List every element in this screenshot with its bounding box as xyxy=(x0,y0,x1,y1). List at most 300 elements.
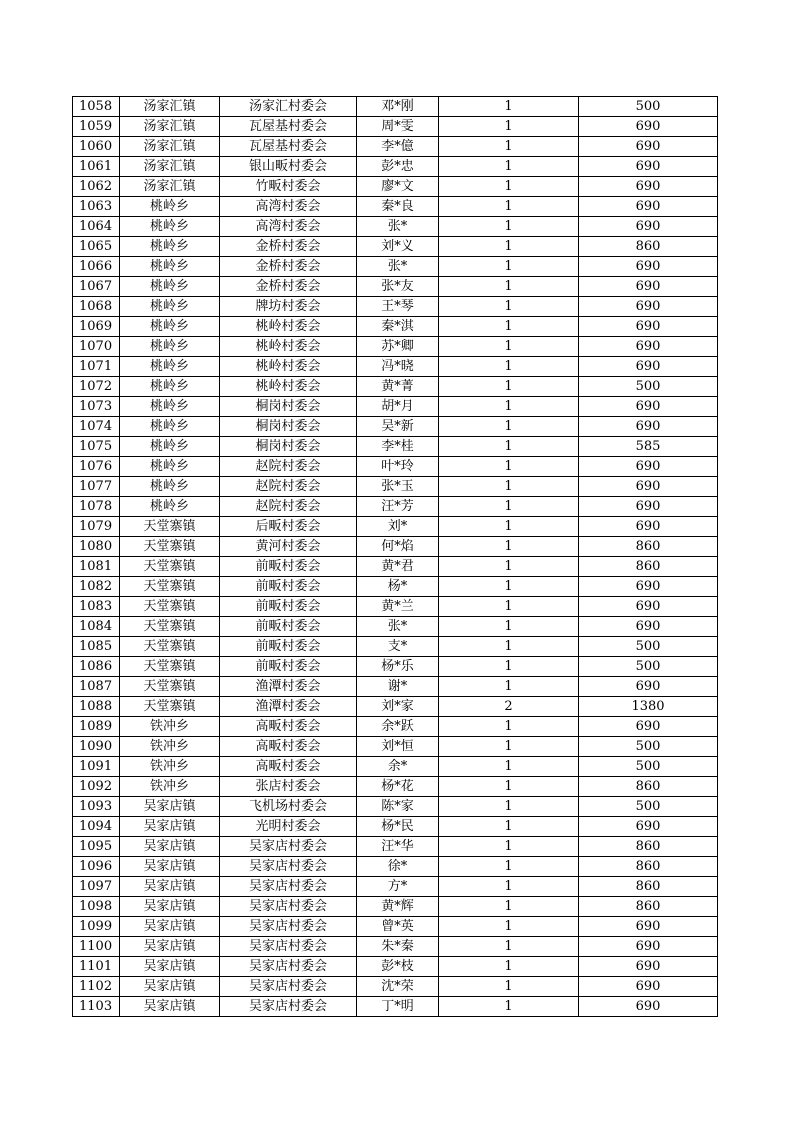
table-row xyxy=(73,837,718,857)
cell-village-committee: 前畈村委会 xyxy=(220,657,357,677)
cell-serial-no: 1071 xyxy=(73,357,120,377)
cell-count: 1 xyxy=(439,137,579,157)
cell-village-committee: 桃岭村委会 xyxy=(220,357,357,377)
cell-township: 桃岭乡 xyxy=(120,237,220,257)
cell-village-committee: 吴家店村委会 xyxy=(220,957,357,977)
cell-township: 桃岭乡 xyxy=(120,297,220,317)
cell-village-committee: 吴家店村委会 xyxy=(220,897,357,917)
cell-township: 汤家汇镇 xyxy=(120,177,220,197)
cell-amount: 690 xyxy=(579,497,718,517)
cell-name: 杨*花 xyxy=(357,777,439,797)
cell-amount: 585 xyxy=(579,437,718,457)
subsidy-table-sheet xyxy=(72,96,717,1017)
cell-name: 叶*玲 xyxy=(357,457,439,477)
cell-serial-no: 1098 xyxy=(73,897,120,917)
cell-township: 天堂寨镇 xyxy=(120,557,220,577)
table-row xyxy=(73,217,718,237)
cell-village-committee: 高畈村委会 xyxy=(220,717,357,737)
table-row xyxy=(73,597,718,617)
cell-name: 秦*良 xyxy=(357,197,439,217)
cell-name: 杨*乐 xyxy=(357,657,439,677)
table-row xyxy=(73,937,718,957)
table-row xyxy=(73,177,718,197)
cell-count: 1 xyxy=(439,97,579,117)
cell-village-committee: 桐岗村委会 xyxy=(220,437,357,457)
cell-serial-no: 1092 xyxy=(73,777,120,797)
cell-amount: 690 xyxy=(579,817,718,837)
cell-amount: 690 xyxy=(579,337,718,357)
cell-count: 1 xyxy=(439,257,579,277)
cell-count: 1 xyxy=(439,597,579,617)
cell-township: 吴家店镇 xyxy=(120,917,220,937)
cell-serial-no: 1089 xyxy=(73,717,120,737)
cell-village-committee: 高湾村委会 xyxy=(220,197,357,217)
cell-village-committee: 赵院村委会 xyxy=(220,457,357,477)
cell-serial-no: 1082 xyxy=(73,577,120,597)
cell-amount: 690 xyxy=(579,917,718,937)
cell-serial-no: 1093 xyxy=(73,797,120,817)
cell-village-committee: 后畈村委会 xyxy=(220,517,357,537)
cell-township: 汤家汇镇 xyxy=(120,117,220,137)
cell-serial-no: 1096 xyxy=(73,857,120,877)
cell-serial-no: 1075 xyxy=(73,437,120,457)
cell-village-committee: 光明村委会 xyxy=(220,817,357,837)
cell-township: 桃岭乡 xyxy=(120,357,220,377)
cell-serial-no: 1094 xyxy=(73,817,120,837)
table-row xyxy=(73,717,718,737)
table-row xyxy=(73,657,718,677)
cell-count: 1 xyxy=(439,997,579,1017)
cell-amount: 500 xyxy=(579,377,718,397)
cell-name: 张* xyxy=(357,257,439,277)
cell-amount: 500 xyxy=(579,97,718,117)
table-row xyxy=(73,117,718,137)
cell-count: 1 xyxy=(439,577,579,597)
cell-name: 周*雯 xyxy=(357,117,439,137)
cell-village-committee: 桃岭村委会 xyxy=(220,377,357,397)
table-row xyxy=(73,577,718,597)
cell-serial-no: 1100 xyxy=(73,937,120,957)
cell-amount: 690 xyxy=(579,957,718,977)
cell-name: 黄*菁 xyxy=(357,377,439,397)
cell-count: 1 xyxy=(439,217,579,237)
cell-count: 1 xyxy=(439,537,579,557)
cell-serial-no: 1072 xyxy=(73,377,120,397)
cell-village-committee: 瓦屋基村委会 xyxy=(220,137,357,157)
cell-township: 桃岭乡 xyxy=(120,277,220,297)
cell-township: 桃岭乡 xyxy=(120,197,220,217)
cell-village-committee: 牌坊村委会 xyxy=(220,297,357,317)
cell-name: 汪*芳 xyxy=(357,497,439,517)
cell-count: 1 xyxy=(439,397,579,417)
cell-name: 陈*家 xyxy=(357,797,439,817)
table-row xyxy=(73,357,718,377)
table-row xyxy=(73,877,718,897)
cell-village-committee: 前畈村委会 xyxy=(220,617,357,637)
cell-serial-no: 1060 xyxy=(73,137,120,157)
cell-amount: 690 xyxy=(579,397,718,417)
cell-count: 1 xyxy=(439,837,579,857)
cell-count: 1 xyxy=(439,677,579,697)
cell-village-committee: 赵院村委会 xyxy=(220,497,357,517)
cell-township: 吴家店镇 xyxy=(120,797,220,817)
cell-township: 汤家汇镇 xyxy=(120,157,220,177)
cell-name: 彭*枝 xyxy=(357,957,439,977)
cell-name: 刘* xyxy=(357,517,439,537)
cell-village-committee: 高湾村委会 xyxy=(220,217,357,237)
cell-amount: 690 xyxy=(579,297,718,317)
cell-name: 彭*忠 xyxy=(357,157,439,177)
cell-name: 王*琴 xyxy=(357,297,439,317)
table-row xyxy=(73,317,718,337)
cell-serial-no: 1059 xyxy=(73,117,120,137)
cell-count: 1 xyxy=(439,557,579,577)
cell-name: 丁*明 xyxy=(357,997,439,1017)
cell-name: 方* xyxy=(357,877,439,897)
cell-name: 张*玉 xyxy=(357,477,439,497)
cell-village-committee: 金桥村委会 xyxy=(220,277,357,297)
cell-village-committee: 渔潭村委会 xyxy=(220,677,357,697)
cell-amount: 860 xyxy=(579,557,718,577)
cell-serial-no: 1103 xyxy=(73,997,120,1017)
cell-township: 桃岭乡 xyxy=(120,317,220,337)
cell-count: 1 xyxy=(439,277,579,297)
cell-amount: 690 xyxy=(579,477,718,497)
cell-township: 天堂寨镇 xyxy=(120,677,220,697)
cell-name: 余*跃 xyxy=(357,717,439,737)
cell-count: 1 xyxy=(439,377,579,397)
cell-township: 桃岭乡 xyxy=(120,417,220,437)
cell-name: 刘*义 xyxy=(357,237,439,257)
table-row xyxy=(73,97,718,117)
cell-township: 吴家店镇 xyxy=(120,997,220,1017)
cell-township: 桃岭乡 xyxy=(120,377,220,397)
table-row xyxy=(73,457,718,477)
table-body xyxy=(73,97,718,1017)
cell-township: 天堂寨镇 xyxy=(120,617,220,637)
cell-serial-no: 1078 xyxy=(73,497,120,517)
cell-township: 铁冲乡 xyxy=(120,737,220,757)
table-row xyxy=(73,797,718,817)
table-row xyxy=(73,777,718,797)
cell-amount: 860 xyxy=(579,237,718,257)
cell-amount: 690 xyxy=(579,417,718,437)
cell-serial-no: 1083 xyxy=(73,597,120,617)
cell-count: 1 xyxy=(439,237,579,257)
cell-amount: 500 xyxy=(579,797,718,817)
cell-township: 天堂寨镇 xyxy=(120,697,220,717)
cell-amount: 860 xyxy=(579,537,718,557)
cell-township: 天堂寨镇 xyxy=(120,637,220,657)
cell-name: 沈*荣 xyxy=(357,977,439,997)
cell-name: 张* xyxy=(357,217,439,237)
cell-amount: 500 xyxy=(579,637,718,657)
cell-amount: 690 xyxy=(579,157,718,177)
cell-amount: 690 xyxy=(579,277,718,297)
cell-count: 1 xyxy=(439,317,579,337)
cell-name: 胡*月 xyxy=(357,397,439,417)
cell-count: 1 xyxy=(439,357,579,377)
cell-village-committee: 渔潭村委会 xyxy=(220,697,357,717)
cell-name: 苏*卿 xyxy=(357,337,439,357)
cell-amount: 1380 xyxy=(579,697,718,717)
cell-count: 1 xyxy=(439,857,579,877)
cell-serial-no: 1101 xyxy=(73,957,120,977)
cell-serial-no: 1061 xyxy=(73,157,120,177)
cell-township: 天堂寨镇 xyxy=(120,597,220,617)
table-row xyxy=(73,917,718,937)
cell-township: 吴家店镇 xyxy=(120,877,220,897)
cell-village-committee: 张店村委会 xyxy=(220,777,357,797)
cell-count: 1 xyxy=(439,617,579,637)
cell-count: 1 xyxy=(439,437,579,457)
cell-amount: 500 xyxy=(579,757,718,777)
subsidy-table xyxy=(72,96,718,1017)
cell-township: 桃岭乡 xyxy=(120,437,220,457)
cell-serial-no: 1073 xyxy=(73,397,120,417)
cell-amount: 690 xyxy=(579,977,718,997)
cell-serial-no: 1084 xyxy=(73,617,120,637)
cell-amount: 690 xyxy=(579,677,718,697)
cell-count: 1 xyxy=(439,737,579,757)
cell-village-committee: 汤家汇村委会 xyxy=(220,97,357,117)
cell-name: 杨*民 xyxy=(357,817,439,837)
cell-township: 桃岭乡 xyxy=(120,257,220,277)
cell-count: 1 xyxy=(439,757,579,777)
cell-serial-no: 1058 xyxy=(73,97,120,117)
cell-serial-no: 1090 xyxy=(73,737,120,757)
cell-amount: 690 xyxy=(579,937,718,957)
cell-village-committee: 吴家店村委会 xyxy=(220,917,357,937)
cell-serial-no: 1102 xyxy=(73,977,120,997)
cell-count: 1 xyxy=(439,937,579,957)
cell-count: 1 xyxy=(439,917,579,937)
cell-amount: 500 xyxy=(579,657,718,677)
cell-township: 天堂寨镇 xyxy=(120,577,220,597)
cell-count: 1 xyxy=(439,657,579,677)
table-row xyxy=(73,477,718,497)
cell-township: 桃岭乡 xyxy=(120,497,220,517)
cell-amount: 860 xyxy=(579,777,718,797)
table-row xyxy=(73,297,718,317)
cell-township: 吴家店镇 xyxy=(120,897,220,917)
cell-name: 吴*新 xyxy=(357,417,439,437)
cell-amount: 690 xyxy=(579,197,718,217)
cell-name: 刘*家 xyxy=(357,697,439,717)
cell-village-committee: 飞机场村委会 xyxy=(220,797,357,817)
cell-name: 廖*文 xyxy=(357,177,439,197)
cell-amount: 690 xyxy=(579,317,718,337)
cell-count: 1 xyxy=(439,797,579,817)
cell-serial-no: 1081 xyxy=(73,557,120,577)
cell-name: 黄*君 xyxy=(357,557,439,577)
cell-village-committee: 吴家店村委会 xyxy=(220,997,357,1017)
table-row xyxy=(73,557,718,577)
cell-serial-no: 1091 xyxy=(73,757,120,777)
cell-count: 1 xyxy=(439,197,579,217)
cell-township: 铁冲乡 xyxy=(120,717,220,737)
table-row xyxy=(73,157,718,177)
table-row xyxy=(73,257,718,277)
table-row xyxy=(73,957,718,977)
cell-name: 何*焰 xyxy=(357,537,439,557)
table-row xyxy=(73,197,718,217)
cell-count: 1 xyxy=(439,117,579,137)
cell-village-committee: 吴家店村委会 xyxy=(220,857,357,877)
cell-serial-no: 1087 xyxy=(73,677,120,697)
table-row xyxy=(73,857,718,877)
cell-name: 余* xyxy=(357,757,439,777)
cell-name: 李*桂 xyxy=(357,437,439,457)
table-row xyxy=(73,997,718,1017)
table-row xyxy=(73,757,718,777)
cell-township: 桃岭乡 xyxy=(120,397,220,417)
cell-village-committee: 吴家店村委会 xyxy=(220,837,357,857)
table-row xyxy=(73,417,718,437)
cell-amount: 690 xyxy=(579,357,718,377)
cell-township: 吴家店镇 xyxy=(120,837,220,857)
cell-amount: 690 xyxy=(579,517,718,537)
cell-village-committee: 桃岭村委会 xyxy=(220,317,357,337)
cell-township: 汤家汇镇 xyxy=(120,97,220,117)
cell-amount: 690 xyxy=(579,577,718,597)
cell-name: 冯*晓 xyxy=(357,357,439,377)
cell-amount: 500 xyxy=(579,737,718,757)
cell-count: 1 xyxy=(439,877,579,897)
cell-count: 1 xyxy=(439,977,579,997)
cell-serial-no: 1086 xyxy=(73,657,120,677)
cell-name: 张* xyxy=(357,617,439,637)
cell-village-committee: 吴家店村委会 xyxy=(220,937,357,957)
cell-amount: 860 xyxy=(579,857,718,877)
cell-township: 铁冲乡 xyxy=(120,777,220,797)
cell-count: 1 xyxy=(439,517,579,537)
cell-village-committee: 吴家店村委会 xyxy=(220,977,357,997)
cell-serial-no: 1085 xyxy=(73,637,120,657)
cell-count: 1 xyxy=(439,497,579,517)
table-row xyxy=(73,977,718,997)
cell-name: 黄*辉 xyxy=(357,897,439,917)
cell-serial-no: 1067 xyxy=(73,277,120,297)
table-row xyxy=(73,437,718,457)
cell-village-committee: 前畈村委会 xyxy=(220,577,357,597)
cell-serial-no: 1070 xyxy=(73,337,120,357)
cell-village-committee: 黄河村委会 xyxy=(220,537,357,557)
cell-count: 1 xyxy=(439,897,579,917)
cell-serial-no: 1080 xyxy=(73,537,120,557)
table-row xyxy=(73,277,718,297)
table-row xyxy=(73,697,718,717)
cell-village-committee: 金桥村委会 xyxy=(220,237,357,257)
table-row xyxy=(73,337,718,357)
table-row xyxy=(73,517,718,537)
cell-count: 1 xyxy=(439,297,579,317)
cell-name: 刘*恒 xyxy=(357,737,439,757)
cell-name: 黄*兰 xyxy=(357,597,439,617)
cell-township: 吴家店镇 xyxy=(120,857,220,877)
cell-serial-no: 1064 xyxy=(73,217,120,237)
cell-amount: 690 xyxy=(579,257,718,277)
cell-name: 曾*英 xyxy=(357,917,439,937)
cell-serial-no: 1099 xyxy=(73,917,120,937)
cell-serial-no: 1066 xyxy=(73,257,120,277)
cell-village-committee: 桐岗村委会 xyxy=(220,417,357,437)
cell-name: 杨* xyxy=(357,577,439,597)
cell-village-committee: 高畈村委会 xyxy=(220,737,357,757)
cell-township: 吴家店镇 xyxy=(120,957,220,977)
cell-name: 徐* xyxy=(357,857,439,877)
table-row xyxy=(73,817,718,837)
cell-count: 1 xyxy=(439,177,579,197)
table-row xyxy=(73,897,718,917)
cell-serial-no: 1097 xyxy=(73,877,120,897)
cell-count: 1 xyxy=(439,957,579,977)
cell-township: 桃岭乡 xyxy=(120,337,220,357)
cell-village-committee: 竹畈村委会 xyxy=(220,177,357,197)
table-row xyxy=(73,617,718,637)
cell-serial-no: 1069 xyxy=(73,317,120,337)
cell-serial-no: 1068 xyxy=(73,297,120,317)
cell-count: 1 xyxy=(439,637,579,657)
cell-township: 吴家店镇 xyxy=(120,977,220,997)
cell-village-committee: 前畈村委会 xyxy=(220,637,357,657)
cell-count: 1 xyxy=(439,457,579,477)
cell-village-committee: 吴家店村委会 xyxy=(220,877,357,897)
cell-village-committee: 瓦屋基村委会 xyxy=(220,117,357,137)
cell-serial-no: 1065 xyxy=(73,237,120,257)
cell-village-committee: 前畈村委会 xyxy=(220,597,357,617)
cell-name: 支* xyxy=(357,637,439,657)
cell-township: 天堂寨镇 xyxy=(120,657,220,677)
cell-township: 吴家店镇 xyxy=(120,937,220,957)
cell-serial-no: 1074 xyxy=(73,417,120,437)
cell-count: 1 xyxy=(439,817,579,837)
cell-village-committee: 高畈村委会 xyxy=(220,757,357,777)
cell-amount: 690 xyxy=(579,137,718,157)
cell-village-committee: 赵院村委会 xyxy=(220,477,357,497)
cell-count: 1 xyxy=(439,717,579,737)
cell-amount: 690 xyxy=(579,617,718,637)
cell-name: 朱*秦 xyxy=(357,937,439,957)
cell-township: 汤家汇镇 xyxy=(120,137,220,157)
cell-village-committee: 桃岭村委会 xyxy=(220,337,357,357)
cell-township: 桃岭乡 xyxy=(120,457,220,477)
table-row xyxy=(73,377,718,397)
cell-township: 天堂寨镇 xyxy=(120,517,220,537)
cell-name: 张*友 xyxy=(357,277,439,297)
cell-township: 桃岭乡 xyxy=(120,217,220,237)
cell-count: 1 xyxy=(439,777,579,797)
cell-name: 汪*华 xyxy=(357,837,439,857)
cell-amount: 690 xyxy=(579,457,718,477)
cell-count: 1 xyxy=(439,337,579,357)
table-row xyxy=(73,677,718,697)
cell-serial-no: 1076 xyxy=(73,457,120,477)
cell-village-committee: 银山畈村委会 xyxy=(220,157,357,177)
cell-count: 1 xyxy=(439,417,579,437)
cell-amount: 690 xyxy=(579,117,718,137)
cell-amount: 860 xyxy=(579,877,718,897)
cell-serial-no: 1077 xyxy=(73,477,120,497)
cell-name: 秦*淇 xyxy=(357,317,439,337)
cell-township: 天堂寨镇 xyxy=(120,537,220,557)
cell-village-committee: 金桥村委会 xyxy=(220,257,357,277)
table-row xyxy=(73,397,718,417)
cell-township: 桃岭乡 xyxy=(120,477,220,497)
cell-village-committee: 前畈村委会 xyxy=(220,557,357,577)
cell-amount: 690 xyxy=(579,717,718,737)
cell-serial-no: 1079 xyxy=(73,517,120,537)
